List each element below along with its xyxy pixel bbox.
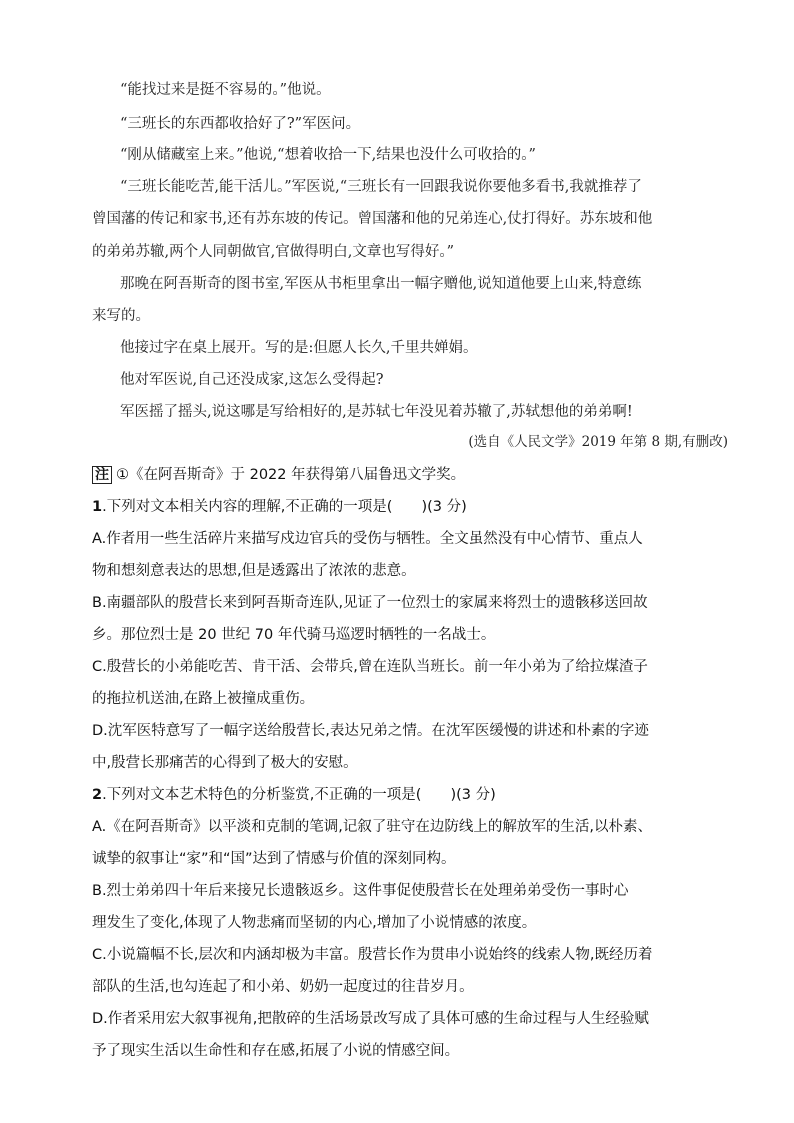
story-line: 曾国藩的传记和家书,还有苏东坡的传记。曾国藩和他的兄弟连心,仗打得好。苏东坡和他 <box>92 211 653 227</box>
option-a-line: 物和想刻意表达的思想,但是透露出了浓浓的悲意。 <box>92 563 416 579</box>
story-line: “三班长的东西都收拾好了?”军医问。 <box>120 116 361 132</box>
option-d-line: 予了现实生活以生命性和存在感,拓展了小说的情感空间。 <box>92 1043 460 1059</box>
question-stem: 1.下列对文本相关内容的理解,不正确的一项是( )(3 分) <box>92 499 467 515</box>
option-c-line: 的拖拉机送油,在路上被撞成重伤。 <box>92 691 315 707</box>
story-line: “能找过来是挺不容易的。”他说。 <box>120 82 331 98</box>
option-c-line: C.小说篇幅不长,层次和内涵却极为丰富。殷营长作为贯串小说始终的线索人物,既经历着 <box>92 947 653 963</box>
option-d-line: 中,殷营长那痛苦的心得到了极大的安慰。 <box>92 755 358 771</box>
question-number: 2 <box>92 787 103 803</box>
story-line: 他接过字在桌上展开。写的是:但愿人长久,千里共婵娟。 <box>120 340 478 356</box>
question-stem: 2.下列对文本艺术特色的分析鉴赏,不正确的一项是( )(3 分) <box>92 787 496 803</box>
note-text: ①《在阿吾斯奇》于 2022 年获得第八届鲁迅文学奖。 <box>116 467 466 483</box>
question-number: 1 <box>92 499 103 515</box>
story-line: “刚从储藏室上来。”他说,“想着收拾一下,结果也没什么可收拾的。” <box>120 147 536 163</box>
option-b-line: 乡。那位烈士是 20 世纪 70 年代骑马巡逻时牺牲的一名战士。 <box>92 627 496 643</box>
option-c-line: 部队的生活,也勾连起了和小弟、奶奶一起度过的往昔岁月。 <box>92 979 474 995</box>
note-mark: 注 <box>92 466 112 484</box>
option-a-line: A.《在阿吾斯奇》以平淡和克制的笔调,记叙了驻守在边防线上的解放军的生活,以朴素、 <box>92 819 652 835</box>
option-b-line: B.烈士弟弟四十年后来接兄长遗骸返乡。这件事促使殷营长在处理弟弟受伤一事时心 <box>92 883 629 899</box>
story-line: 他对军医说,自己还没成家,这怎么受得起? <box>120 372 384 388</box>
option-a-line: 诚挚的叙事让“家”和“国”达到了情感与价值的深刻同构。 <box>92 851 456 867</box>
story-line: 军医摇了摇头,说这哪是写给相好的,是苏轼七年没见着苏辙了,苏轼想他的弟弟啊! <box>120 404 633 420</box>
option-a-line: A.作者用一些生活碎片来描写戍边官兵的受伤与牺牲。全文虽然没有中心情节、重点人 <box>92 531 643 547</box>
option-d-line: D.作者采用宏大叙事视角,把散碎的生活场景改写成了具体可感的生命过程与人生经验赋 <box>92 1011 649 1027</box>
option-b-line: 理发生了变化,体现了人物悲痛而坚韧的内心,增加了小说情感的浓度。 <box>92 915 537 931</box>
story-line: 的弟弟苏辙,两个人同朝做官,官做得明白,文章也写得好。” <box>92 244 454 260</box>
option-b-line: B.南疆部队的殷营长来到阿吾斯奇连队,见证了一位烈士的家属来将烈士的遗骸移送回故 <box>92 595 648 611</box>
story-line: “三班长能吃苦,能干活儿。”军医说,“三班长有一回跟我说你要他多看书,我就推荐了 <box>120 179 642 195</box>
source-citation: (选自《人民文学》2019 年第 8 期,有删改) <box>468 434 728 450</box>
story-line: 来写的。 <box>92 308 150 324</box>
option-c-line: C.殷营长的小弟能吃苦、肯干活、会带兵,曾在连队当班长。前一年小弟为了给拉煤渣子 <box>92 659 648 675</box>
story-line: 那晚在阿吾斯奇的图书室,军医从书柜里拿出一幅字赠他,说知道他要上山来,特意练 <box>120 276 642 292</box>
option-d-line: D.沈军医特意写了一幅字送给殷营长,表达兄弟之情。在沈军医缓慢的讲述和朴素的字迹 <box>92 723 649 739</box>
